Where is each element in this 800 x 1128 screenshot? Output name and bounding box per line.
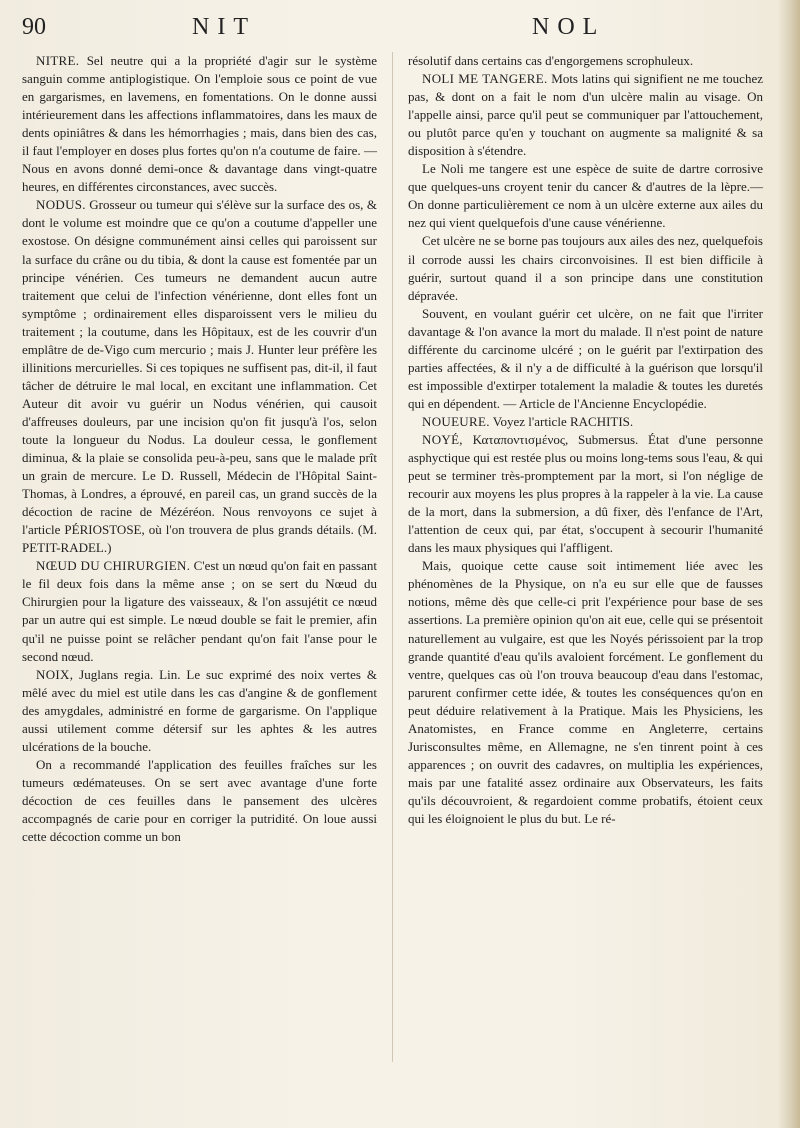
headword: NOYÉ, <box>422 431 463 447</box>
entry-nodus <box>22 196 377 557</box>
entry-noix-end <box>408 52 763 70</box>
entry-text: Mots latins qui signifient ne me touchez pas, & dont on a fait le nom d'un ulcère malin au visage. On l'appelle ainsi, parce qu'il peut se communiquer par l'attouchement, ou plutôt parce qu'en y touchant on augmente sa malignité & sa disposition à s'étendre. <box>408 71 763 159</box>
entry-text: Grosseur ou tumeur qui s'élève sur la surface des os, & dont le volume est moindre que ce qu'on a coutume d'appeller une exostose. On désigne communément ainsi celles qui paroissent sur la surface du crâne ou du tibia, & dont la cause est fomentée par un principe vénérien. Ces tumeurs ne demandent aucun autre traitement que celui de l'infection vénérienne, dont elles font un symptôme ; ordinairement elles disparoissent vers le milieu du traitement ; la coutume, dans les Hôpitaux, est de les couvrir d'un emplâtre de de-Vigo cum mercurio ; mais J. Hunter leur préfère les illinitions mercurielles. Si ces topiques ne suffisent pas, dit-il, il faut tâcher de détruire le mal local, en excitant une inflammation. Cet Auteur dit avoir vu guérir un Nodus vénérien, qui causoit d'affreuses douleurs, par une incision qu'on fit jusqu'à l'os, selon toute la longueur du Nodus. La douleur cessa, le gonflement diminua, & la plaie se consolida peu-à-peu, sans que le malade prît un grain de mercure. Le D. Russell, Médecin de l'Hôpital Saint-Thomas, à Londres, a éprouvé, en pareil cas, un grand succès de la décoction de racine de Mézéréon. Nous renvoyons ce sujet à l'article PÉRIOSTOSE, où l'on trouvera de plus grands détails. (M. PETIT-RADEL.) <box>22 197 377 556</box>
running-head-right: NOL <box>532 14 606 40</box>
paragraph <box>408 232 763 304</box>
entry-noueure <box>408 413 763 431</box>
column-divider <box>392 52 393 1062</box>
entry-text: Mais, quoique cette cause soit intimement liée avec les phénomènes de la Physique, on n'a eu sur elle que de fausses notions, même dès que celle-ci prit l'expérience pour base de ses assertions. La première opinion qu'on ait eue, celle qui se présentoit naturellement au vulgaire, est que les Noyés périssoient par la trop grande quantité d'eau qu'ils avaloient forcément. Le gonflement du ventre, quelques cas où l'on trouva beaucoup d'eau dans l'estomac, parurent confirmer cette idée, & toutes les conséquences qu'on en peut déduire relativement à la Pratique. Mais les Physiciens, les Anatomistes, en France comme en Angleterre, certains Jurisconsultes même, en Allemagne, ne s'en tinrent point à ces apparences ; on ouvrit des cadavres, on multiplia les expériences, mais par une fatalité assez ordinaire aux Observateurs, les faits qu'ils découvroient, & regardoient comme probatifs, étoient ceux qui les éloignoient le plus du but. Le ré- <box>408 558 763 826</box>
entry-text: résolutif dans certains cas d'engorgemens scrophuleux. <box>408 53 694 68</box>
paragraph <box>408 160 763 232</box>
running-head-left: NIT <box>192 14 256 40</box>
entry-noeud-du-chirurgien <box>22 557 377 665</box>
entry-text: On a recommandé l'application des feuilles fraîches sur les tumeurs œdémateuses. On se sert avec avantage d'une forte décoction de ces feuilles dans le pansement des ulcères accompagnés de carie pour en corriger la putridité. On loue aussi cette décoction comme un bon <box>22 756 377 845</box>
entry-text: Le Noli me tangere est une espèce de suite de dartre corrosive que quelques-uns croyent tenir du cancer & d'autres de la lèpre.—On donne particulièrement ce nom à un ulcère externe aux ailes du nez qui vient quelquefois d'une cause vénérienne. <box>408 161 763 231</box>
entry-text: Voyez l'article RACHITIS. <box>489 413 634 429</box>
headword: NITRE. <box>36 53 80 68</box>
headword: NOLI ME TANGERE. <box>422 71 548 87</box>
page-header <box>22 6 762 46</box>
page-edge-shadow <box>778 0 800 1128</box>
entry-text: Sel neutre qui a la propriété d'agir sur le système sanguin comme antiplogistique. On l'emploie sous ce point de vue en gargarismes, en lavemens, en fomentations. On le donne aussi intérieurement dans les affections inflammatoires, dans les maux de dents opiniâtres & dans les hémorrhagies ; mais, dans bien des cas, il faut l'employer en doses plus fortes qu'on n'a coutume de faire. — Nous en avons donné demi-once & davantage dans vingt-quatre heures, en différentes circonstances, avec succès. <box>22 53 377 195</box>
paragraph <box>408 305 763 413</box>
entry-noix <box>22 666 377 756</box>
headword: NOIX, <box>36 666 74 682</box>
left-column <box>22 52 377 846</box>
page-number: 90 <box>22 14 46 40</box>
entry-noix-continued <box>22 756 377 846</box>
right-column <box>408 52 763 828</box>
entry-text: Souvent, en voulant guérir cet ulcère, on ne fait que l'irriter davantage & l'on avance la mort du malade. Il n'est point de nature différente du carcinome ulcéré ; on le guérit par l'extirpation des parties affectées, & il n'y a de difficulté à la guérison que lorsqu'il est impossible d'extirper totalement la maladie & toutes les duretés qui en dépendent. — Article de l'Ancienne Encyclopédie. <box>408 305 763 411</box>
headword: NOUEURE. <box>422 413 490 429</box>
entry-nitre <box>22 52 377 196</box>
entry-text: Καταποντισμένος, Submersus. État d'une personne asphyctique qui est restée plus ou moins long-tems sous l'eau, & qui peut se terminer très-promptement par la mort, si l'on néglige de recourir aux moyens les plus propres à la rappeler à la vie. La cause de la mort, dans la submersion, a dû fixer, dès l'enfance de l'Art, l'attention de ceux qui, par état, s'occupent à secourir l'humanité dans les maux physiques qui l'affligent. <box>408 431 763 556</box>
entry-noli-me-tangere <box>408 70 763 160</box>
entry-text: Cet ulcère ne se borne pas toujours aux ailes des nez, quelquefois il corrode aussi les chairs circonvoisines. Il est bien difficile à guérir, surtout quand il a son principe dans une constitution dépravée. <box>408 233 763 303</box>
entry-text: C'est un nœud qu'on fait en passant le fil deux fois dans la même anse ; on se sert du Nœud du Chirurgien pour la ligature des vaisseaux, & l'on assujétit ce nœud par un autre qui est simple. Le nœud double se fait le premier, afin qu'il ne puisse point se relâcher pendant qu'on fait l'anse pour le second nœud. <box>22 558 377 664</box>
paragraph <box>408 557 763 828</box>
headword: NODUS. <box>36 197 86 213</box>
entry-text: Juglans regia. Lin. Le suc exprimé des noix vertes & mêlé avec du miel est utile dans les cas d'angine & de gonflement des amygdales, administré en forme de gargarisme. On l'applique aussi utilement comme détersif sur les aphtes & les autres ulcérations de la bouche. <box>22 666 377 754</box>
entry-noye <box>408 431 763 557</box>
headword: NŒUD DU CHIRURGIEN. <box>36 558 191 574</box>
